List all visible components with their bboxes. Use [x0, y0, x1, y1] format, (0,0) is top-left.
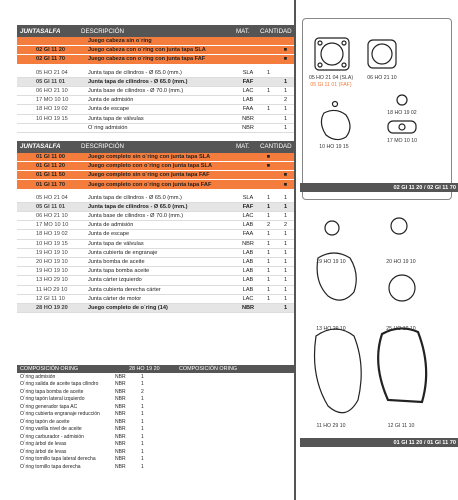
table-row	[17, 115, 294, 124]
mat-header: MAT.	[236, 27, 250, 35]
oring-cell-c: 1	[141, 403, 144, 410]
part-code: 01 GI 11 00	[36, 153, 65, 160]
qty-faf: 1	[283, 78, 288, 85]
part-code: 06 HO 21 10	[36, 88, 68, 95]
qty-faf: 1	[283, 115, 288, 122]
brand-label: JUNTASALFA	[20, 143, 61, 151]
part-description: Junta tapa de cilindros - Ø 65.0 (mm.)	[88, 69, 182, 76]
oring-cell-c: 1	[141, 411, 144, 418]
qty-sla: 1	[266, 194, 271, 201]
part-description: Junta de admisión	[88, 222, 134, 229]
part-description: Junta cárter de motor	[88, 295, 142, 302]
oring-cell-c: 1	[141, 396, 144, 403]
oring-header-a: COMPOSICIÓN ORING	[20, 366, 79, 372]
oring-row	[17, 411, 177, 419]
oring-cell-a: O´ring salida de aceite tapa cilindro	[20, 381, 99, 388]
qty-sla: 1	[266, 69, 271, 76]
table-head-kit	[17, 25, 294, 313]
oring-cell-a: O´ring tapón lateral izquierdo	[20, 396, 85, 403]
table-header	[17, 141, 294, 153]
qty-faf: 1	[283, 259, 288, 266]
oring-cell-b: NBR	[115, 381, 126, 388]
oring-cell-c: 1	[141, 441, 144, 448]
part-code: 17 MO 10 10	[36, 222, 69, 229]
brand-label: JUNTASALFA	[20, 27, 61, 35]
material: LAC	[242, 88, 254, 95]
oring-cell-a: O´ring árbol de levas	[20, 448, 67, 455]
kit-code-bar-bottom: 01 GI 11 20 / 01 GI 11 70	[300, 438, 458, 447]
material: FAA	[242, 231, 254, 238]
qty-faf: 1	[283, 268, 288, 275]
diagram-label: 05 GI 11 01 (FAF)	[310, 82, 352, 88]
gear-cover-gasket-shape	[325, 221, 339, 235]
right-cover-gasket-shape	[315, 329, 362, 413]
part-description: Juego completo sin o´ring con junta tapa FAF	[88, 172, 210, 179]
intake-gasket-shape	[388, 121, 416, 133]
oring-header	[17, 365, 294, 373]
oring-cell-a: O´ring cubierta engranaje reducción	[20, 411, 100, 418]
qty-sla: 1	[266, 259, 271, 266]
oring-cell-c: 1	[141, 456, 144, 463]
qty-faf: 1	[283, 286, 288, 293]
qty-faf: 1	[283, 203, 288, 210]
part-code: 01 GI 11 70	[36, 181, 65, 188]
part-code: 19 HO 19 10	[36, 249, 68, 256]
part-code: 10 HO 19 15	[36, 240, 68, 247]
qty-faf: ■	[283, 56, 288, 63]
table-row	[17, 171, 294, 180]
oring-row	[17, 448, 177, 456]
part-description: Junta tapa bomba aceite	[88, 268, 150, 275]
oring-cell-c: 1	[141, 433, 144, 440]
qty-faf: ■	[283, 47, 288, 54]
table-row	[17, 230, 294, 239]
exhaust-gasket-shape	[397, 95, 407, 105]
material: LAB	[242, 222, 254, 229]
oring-cell-c: 1	[141, 373, 144, 380]
table-row	[17, 180, 294, 189]
table-row	[17, 258, 294, 267]
valve-cover-gasket-shape	[321, 110, 350, 139]
oring-row	[17, 426, 177, 434]
oring-cell-a: O´ring tornillo tapa lateral derecha	[20, 456, 96, 463]
part-description: Junta base de cilindros - Ø 70.0 (mm.)	[88, 213, 184, 220]
table-row	[17, 249, 294, 258]
qty-faf: 1	[283, 304, 288, 311]
part-code: 13 HO 29 10	[36, 277, 68, 284]
qty-faf: 1	[283, 295, 288, 302]
material: NBR	[242, 115, 254, 122]
oring-row	[17, 456, 177, 464]
table-row	[17, 37, 294, 46]
qty-header: CANTIDAD	[260, 143, 292, 151]
part-description: Junta de escape	[88, 231, 130, 238]
part-code: 19 HO 19 10	[36, 268, 68, 275]
part-description: Junta cárter izquierdo	[88, 277, 142, 284]
table-row	[17, 267, 294, 276]
oring-cell-a: O´ring carburador - admisión	[20, 433, 84, 440]
oring-cell-c: 2	[141, 388, 144, 395]
qty-sla: 1	[266, 213, 271, 220]
oring-cell-a: O´ring tapón de aceite	[20, 418, 70, 425]
oil-pump-cover-gasket-shape	[389, 275, 415, 301]
part-description: Junta cubierta de engranaje	[88, 249, 158, 256]
oring-row	[17, 418, 177, 426]
oring-row	[17, 396, 177, 404]
material: NBR	[241, 304, 255, 311]
material: NBR	[242, 240, 254, 247]
part-code: 05 GI 11 01	[36, 78, 65, 85]
part-code: 01 GI 11 20	[36, 163, 65, 170]
table-row	[17, 87, 294, 96]
part-description: Juego cabeza con o´ring con junta tapa FAF	[88, 56, 206, 63]
diagram-label: 06 HO 21 10	[367, 75, 397, 81]
part-description: Junta cubierta derecha cárter	[88, 286, 161, 293]
gasket-drawings-top	[302, 18, 452, 200]
oring-cell-b: NBR	[115, 441, 126, 448]
diagram-label: 25 HO 19 10	[386, 326, 416, 332]
part-code: 11 HO 29 10	[36, 286, 68, 293]
qty-faf: ■	[283, 181, 288, 188]
part-code: 02 GI 11 70	[36, 56, 65, 63]
qty-faf: 1	[283, 240, 288, 247]
crankcase-gasket-shape	[378, 328, 426, 402]
oring-cell-b: NBR	[115, 411, 126, 418]
part-description: Juego cabeza con o´ring con junta tapa SLA	[88, 47, 206, 54]
diagram-label: 10 HO 19 15	[319, 144, 349, 150]
material: LAC	[242, 295, 254, 302]
part-description: Junta de admisión	[88, 97, 134, 104]
mat-header: MAT.	[236, 143, 250, 151]
part-code: 17 MO 10 10	[36, 97, 69, 104]
material: LAB	[242, 268, 254, 275]
qty-sla: 1	[266, 203, 271, 210]
part-code: 05 HO 21 04	[36, 69, 68, 76]
qty-sla: 1	[266, 231, 271, 238]
material: LAB	[242, 286, 254, 293]
oring-cell-c: 1	[141, 418, 144, 425]
oring-cell-c: 1	[141, 426, 144, 433]
diagram-label: 12 GI 11 10	[387, 423, 415, 429]
part-description: Juego completo con o´ring con junta tapa SLA	[88, 163, 212, 170]
oring-cell-a: O´ring varilla nivel de aceite	[20, 426, 82, 433]
part-code: 06 HO 21 10	[36, 213, 68, 220]
material: LAB	[242, 259, 254, 266]
qty-faf: 1	[283, 249, 288, 256]
table-row	[17, 96, 294, 105]
table-row	[17, 212, 294, 221]
qty-faf: 2	[283, 222, 288, 229]
part-description: Junta base de cilindros - Ø 70.0 (mm.)	[88, 88, 184, 95]
material: SLA	[242, 194, 254, 201]
oring-cell-b: NBR	[115, 396, 126, 403]
oring-row	[17, 381, 177, 389]
qty-faf: 1	[283, 106, 288, 113]
oring-row	[17, 433, 177, 441]
qty-sla: ■	[266, 153, 271, 160]
qty-sla: 1	[266, 295, 271, 302]
oring-cell-b: NBR	[115, 456, 126, 463]
table-row	[17, 286, 294, 295]
oring-cell-b: NBR	[115, 448, 126, 455]
table-row	[17, 295, 294, 304]
oring-cell-a: O´ring generador tapa AC	[20, 403, 78, 410]
head-gasket-bore	[321, 43, 343, 65]
qty-sla: 1	[266, 240, 271, 247]
material: LAB	[242, 249, 254, 256]
table-row	[17, 124, 294, 133]
part-description: O´ring admisión	[88, 124, 128, 131]
part-description: Junta tapa de cilindros - Ø 65.0 (mm.)	[88, 194, 182, 201]
qty-sla: 2	[266, 222, 271, 229]
oring-cell-a: O´ring árbol de levas	[20, 441, 67, 448]
oring-header-b: 28 HO 19 20	[129, 366, 160, 372]
qty-sla: 1	[266, 249, 271, 256]
qty-sla: 1	[266, 286, 271, 293]
part-description: Junta tapa de cilindros - Ø 65.0 (mm.)	[88, 78, 188, 85]
qty-faf: 1	[283, 277, 288, 284]
oring-table	[17, 365, 294, 471]
qty-header: CANTIDAD	[260, 27, 292, 35]
table-row	[17, 240, 294, 249]
part-code: 05 GI 11 01	[36, 203, 65, 210]
qty-faf: 1	[283, 213, 288, 220]
diagram-label: 05 HO 21 04 (SLA)	[308, 75, 354, 81]
oring-cell-b: NBR	[115, 373, 126, 380]
material: FAF	[242, 78, 254, 85]
desc-header: DESCRIPCIÓN	[81, 27, 124, 35]
part-code: 18 HO 19 02	[36, 231, 68, 238]
diagram-label: 11 HO 29 10	[316, 423, 346, 429]
table-row	[17, 304, 294, 313]
part-code: 28 HO 19 20	[36, 304, 68, 311]
part-code: 05 HO 21 04	[36, 194, 68, 201]
column-divider	[294, 0, 296, 500]
oring-row	[17, 463, 177, 471]
table-row	[17, 203, 294, 212]
part-description: Junta tapa de cilindros - Ø 65.0 (mm.)	[88, 203, 188, 210]
material: SLA	[242, 69, 254, 76]
oring-cell-c: 1	[141, 463, 144, 470]
qty-faf: 1	[283, 194, 288, 201]
material: FAF	[242, 203, 254, 210]
table-row	[17, 162, 294, 171]
qty-faf: 1	[283, 124, 288, 131]
table-header	[17, 25, 294, 37]
diagram-label: 19 HO 19 10	[316, 259, 346, 265]
diagram-label: 18 HO 19 02	[387, 110, 417, 116]
material: FAA	[242, 106, 254, 113]
qty-faf: 2	[283, 97, 288, 104]
part-description: Junta bomba de aceite	[88, 259, 145, 266]
oring-cell-b: NBR	[115, 388, 126, 395]
table-row	[17, 194, 294, 203]
oring-row	[17, 441, 177, 449]
part-code: 02 GI 11 20	[36, 47, 65, 54]
table-row	[17, 105, 294, 114]
table-row	[17, 78, 294, 87]
part-code: 12 GI 11 10	[36, 295, 65, 302]
oring-cell-c: 1	[141, 381, 144, 388]
oring-cell-c: 1	[141, 448, 144, 455]
table-row	[17, 221, 294, 230]
part-description: Juego completo sin o´ring con junta tapa SLA	[88, 153, 211, 160]
oring-cell-b: NBR	[115, 403, 126, 410]
oring-row	[17, 373, 177, 381]
material: LAC	[242, 213, 254, 220]
oring-cell-a: O´ring tapa bomba de aceite	[20, 388, 84, 395]
oil-pump-gasket-shape	[391, 218, 407, 234]
material: NBR	[242, 124, 254, 131]
material: LAB	[242, 277, 254, 284]
oring-row	[17, 388, 177, 396]
qty-sla: 1	[266, 268, 271, 275]
qty-faf: 1	[283, 88, 288, 95]
table-row	[17, 153, 294, 162]
diagram-label: 17 MO 10 10	[387, 138, 417, 144]
part-description: Junta tapa de válvulas	[88, 240, 144, 247]
oring-cell-b: NBR	[115, 433, 126, 440]
qty-sla: 1	[266, 88, 271, 95]
part-code: 18 HO 19 02	[36, 106, 68, 113]
part-code: 01 GI 11 50	[36, 172, 65, 179]
oring-row	[17, 403, 177, 411]
qty-faf: 1	[283, 231, 288, 238]
table-row	[17, 46, 294, 55]
desc-header: DESCRIPCIÓN	[81, 143, 124, 151]
oring-cell-a: O´ring tornillo tapa derecha	[20, 463, 81, 470]
qty-faf: ■	[283, 172, 288, 179]
diagram-label: 13 HO 29 10	[316, 326, 346, 332]
table-row	[17, 55, 294, 64]
oring-cell-b: NBR	[115, 463, 126, 470]
qty-sla: ■	[266, 163, 271, 170]
oring-header-c: COMPOSICIÓN ORING	[179, 366, 238, 372]
part-code: 10 HO 19 15	[36, 115, 68, 122]
diagram-label: 20 HO 19 10	[386, 259, 416, 265]
table-row	[17, 276, 294, 285]
part-description: Junta de escape	[88, 106, 130, 113]
qty-sla: 1	[266, 277, 271, 284]
kit-code-bar-top: 02 GI 11 20 / 02 GI 11 70	[300, 183, 458, 192]
part-description: Junta tapa de válvulas	[88, 115, 144, 122]
part-description: Juego completo de o´ring (14)	[88, 304, 168, 311]
oring-cell-b: NBR	[115, 426, 126, 433]
part-code: 20 HO 19 10	[36, 259, 68, 266]
part-description: Juego completo con o´ring con junta tapa FAF	[88, 181, 212, 188]
oring-cell-b: NBR	[115, 418, 126, 425]
qty-sla: 1	[266, 106, 271, 113]
diagram-panel	[300, 18, 456, 488]
oring-cell-a: O´ring admisión	[20, 373, 56, 380]
table-row	[17, 69, 294, 78]
material: LAB	[242, 97, 254, 104]
part-description: Juego cabeza sin o´ring	[88, 38, 152, 45]
